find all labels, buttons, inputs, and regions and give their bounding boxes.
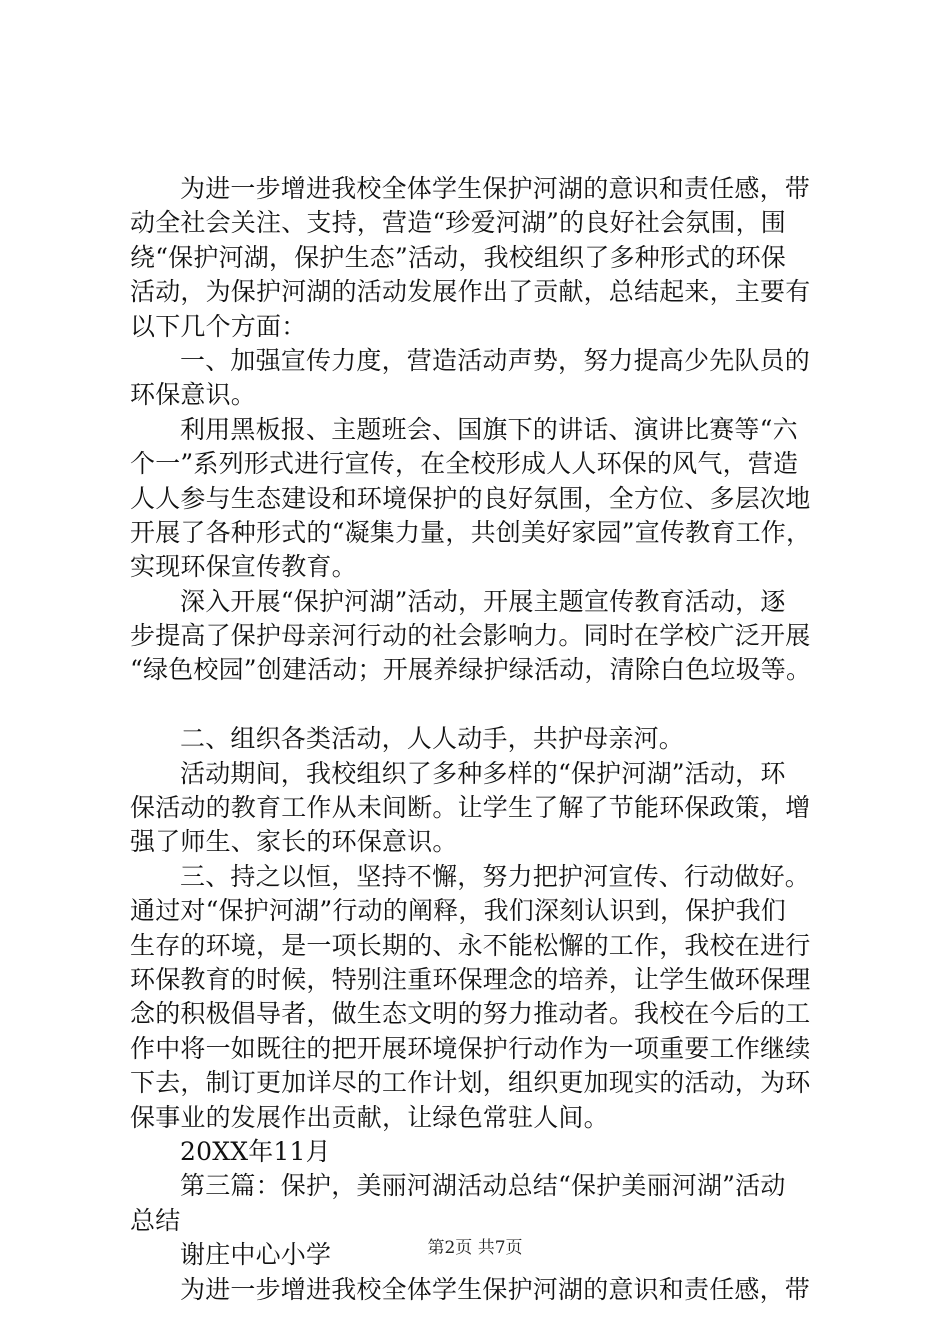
paragraph-line: 步提高了保护母亲河行动的社会影响力。同时在学校广泛开展	[130, 621, 811, 651]
paragraph-line: 作中将一如既往的把开展环境保护行动作为一项重要工作继续	[130, 1033, 811, 1063]
paragraph-line: 人人参与生态建设和环境保护的良好氛围，全方位、多层次地	[130, 483, 811, 513]
document-body	[130, 172, 850, 1307]
paragraph-line: 动全社会关注、支持，营造“珍爱河湖”的良好社会氛围，围	[130, 208, 786, 238]
paragraph-line: 活动，为保护河湖的活动发展作出了贡献，总结起来，主要有	[130, 277, 811, 307]
paragraph-line: 保活动的教育工作从未间断。让学生了解了节能环保政策，增	[130, 793, 811, 823]
section-heading-line: 三、持之以恒，坚持不懈，努力把护河宣传、行动做好。	[180, 861, 811, 891]
section-heading-line: 二、组织各类活动，人人动手，共护母亲河。	[180, 724, 685, 754]
paragraph-line: 生存的环境，是一项长期的、永不能松懈的工作，我校在进行	[130, 930, 811, 960]
school-name-line: 谢庄中心小学	[180, 1240, 332, 1270]
paragraph-line: 念的积极倡导者，做生态文明的努力推动者。我校在今后的工	[130, 999, 811, 1029]
paragraph-line: 为进一步增进我校全体学生保护河湖的意识和责任感，带	[180, 174, 811, 203]
paragraph-line: 活动期间，我校组织了多种多样的“保护河湖”活动，环	[180, 758, 786, 788]
chapter-title-line: 第三篇：保护，美丽河湖活动总结“保护美丽河湖”活动	[180, 1171, 786, 1201]
paragraph-line: 开展了各种形式的“凝集力量，共创美好家园”宣传教育工作，	[130, 517, 812, 547]
paragraph-line: 保事业的发展作出贡献，让绿色常驻人间。	[130, 1102, 609, 1132]
date-line: 20XX年11月	[180, 1136, 331, 1166]
paragraph-line: “绿色校园”创建活动；开展养绿护绿活动，清除白色垃圾等。	[130, 655, 812, 685]
paragraph-line: 个一”系列形式进行宣传，在全校形成人人环保的风气，营造	[130, 449, 799, 479]
paragraph-line: 以下几个方面：	[130, 311, 307, 341]
paragraph-line: 实现环保宣传教育。	[130, 552, 357, 582]
paragraph-line: 深入开展“保护河湖”活动，开展主题宣传教育活动，逐	[180, 586, 786, 616]
paragraph-line: 绕“保护河湖，保护生态”活动，我校组织了多种形式的环保	[130, 242, 786, 272]
page-number-footer: 第2页 共7页	[427, 1238, 523, 1258]
section-heading-line: 一、加强宣传力度，营造活动声势，努力提高少先队员的	[180, 345, 811, 375]
chapter-title-line: 总结	[130, 1205, 181, 1235]
paragraph-line: 下去，制订更加详尽的工作计划，组织更加现实的活动，为环	[130, 1068, 811, 1098]
paragraph-line: 为进一步增进我校全体学生保护河湖的意识和责任感，带	[180, 1274, 811, 1304]
paragraph-line: 环保教育的时候，特别注重环保理念的培养，让学生做环保理	[130, 964, 811, 994]
blank-line	[130, 688, 850, 722]
section-heading-line: 环保意识。	[130, 380, 257, 410]
paragraph-line: 强了师生、家长的环保意识。	[130, 827, 458, 857]
paragraph-line: 通过对“保护河湖”行动的阐释，我们深刻认识到，保护我们	[130, 896, 786, 926]
paragraph-line: 利用黑板报、主题班会、国旗下的讲话、演讲比赛等“六	[180, 414, 798, 444]
